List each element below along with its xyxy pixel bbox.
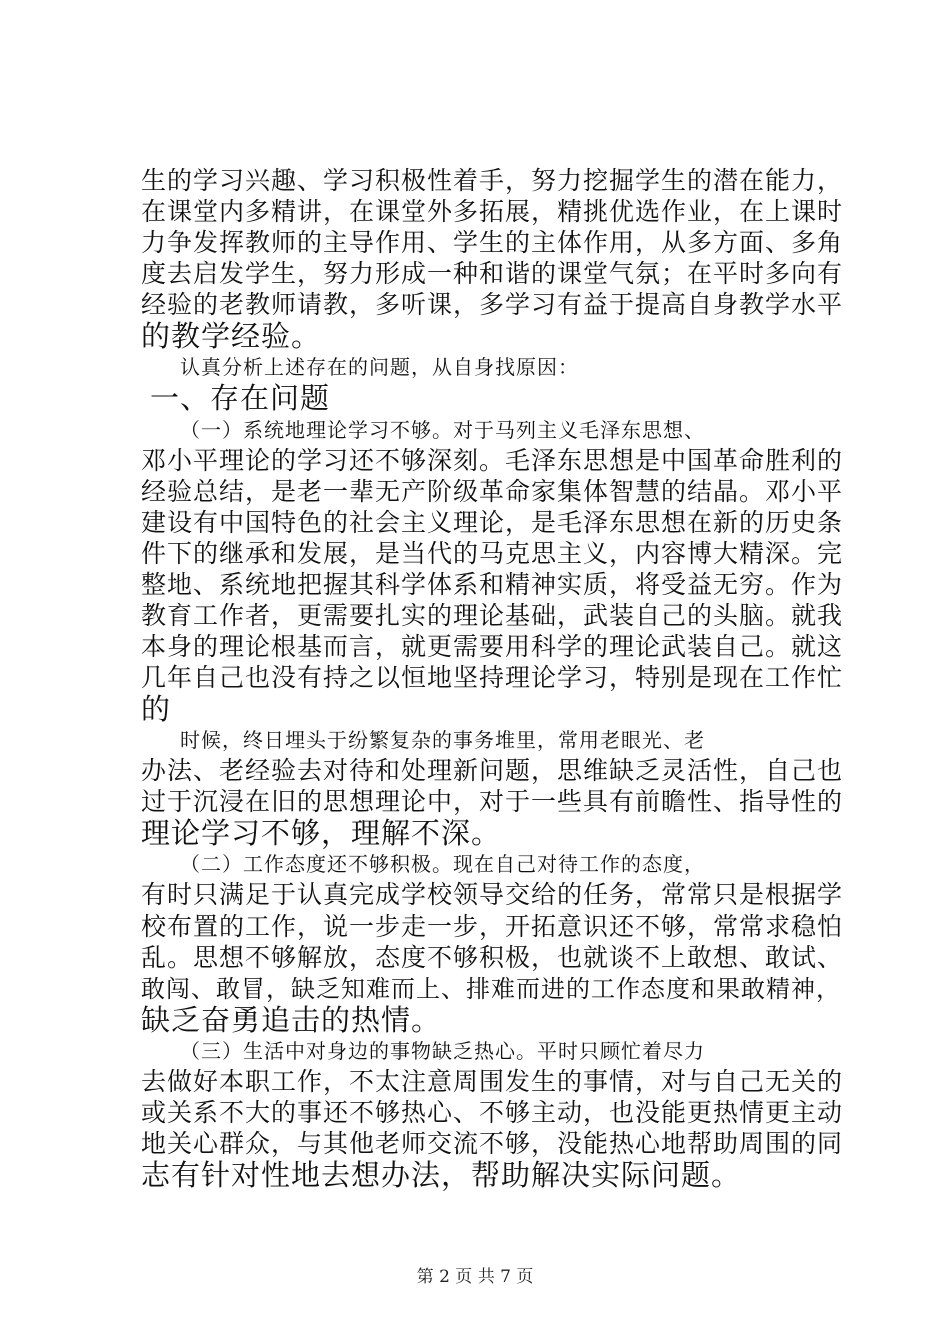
text-line: 建设有中国特色的社会主义理论，是毛泽东思想在新的历史条 [141, 508, 844, 537]
text-line: 经验的老教师请教，多听课，多学习有益于提高自身教学水平 [141, 290, 844, 319]
text-line: （一）系统地理论学习不够。对于马列主义毛泽东思想、 [180, 418, 705, 442]
text-line: 敢闯、敢冒，缺乏知难而上、排难而进的工作态度和果敢精神， [141, 975, 841, 1003]
text-line: 生的学习兴趣、学习积极性着手，努力挖掘学生的潜在能力， [141, 166, 844, 195]
text-line: 理论学习不够，理解不深。 [141, 816, 502, 850]
text-line: 过于沉浸在旧的思想理论中，对于一些具有前瞻性、指导性的 [141, 787, 844, 816]
text-line: 力争发挥教师的主导作用、学生的主体作用，从多方面、多角 [141, 228, 844, 257]
page-footer: 第 2 页 共 7 页 [416, 1267, 534, 1287]
text-line: 整地、系统地把握其科学体系和精神实质，将受益无穷。作为 [141, 570, 844, 599]
text-line: 校布置的工作，说一步走一步，开拓意识还不够，常常求稳怕 [141, 912, 844, 941]
text-line: 地关心群众，与其他老师交流不够，没能热心地帮助周围的同 [141, 1129, 844, 1158]
text-line: 志有针对性地去想办法，帮助解决实际问题。 [141, 1158, 742, 1192]
text-line: 本身的理论根基而言，就更需要用科学的理论武装自己。就这 [141, 632, 844, 661]
text-line: 乱。思想不够解放，态度不够积极，也就谈不上敢想、敢试、 [141, 943, 844, 972]
text-line: 经验总结，是老一辈无产阶级革命家集体智慧的结晶。邓小平 [141, 477, 844, 506]
text-line: （二）工作态度还不够积极。现在自己对待工作的态度， [180, 852, 705, 876]
text-line: 教育工作者，更需要扎实的理论基础，武装自己的头脑。就我 [141, 601, 844, 630]
text-line: 办法、老经验去对待和处理新问题，思维缺乏灵活性，自己也 [141, 756, 844, 785]
text-line: 时候，终日埋头于纷繁复杂的事务堆里，常用老眼光、老 [180, 728, 705, 752]
text-line: （三）生活中对身边的事物缺乏热心。平时只顾忙着尽力 [180, 1039, 705, 1063]
text-line: 几年自己也没有持之以恒地坚持理论学习，特别是现在工作忙 [141, 663, 844, 692]
text-line: 去做好本职工作，不太注意周围发生的事情，对与自己无关的 [141, 1067, 844, 1096]
text-line: 邓小平理论的学习还不够深刻。毛泽东思想是中国革命胜利的 [141, 446, 844, 475]
text-line: 认真分析上述存在的问题，从自身找原因： [180, 355, 579, 379]
text-line: 件下的继承和发展，是当代的马克思主义，内容博大精深。完 [141, 539, 844, 568]
text-line: 一、存在问题 [150, 381, 331, 415]
text-line: 的 [141, 692, 172, 726]
text-line: 有时只满足于认真完成学校领导交给的任务，常常只是根据学 [141, 880, 844, 909]
text-line: 度去启发学生，努力形成一种和谐的课堂气氛；在平时多向有 [141, 259, 844, 288]
text-line: 的教学经验。 [141, 319, 322, 353]
text-line: 在课堂内多精讲，在课堂外多拓展，精挑优选作业，在上课时 [141, 197, 844, 226]
text-line: 缺乏奋勇追击的热情。 [141, 1003, 442, 1037]
text-line: 或关系不大的事还不够热心、不够主动，也没能更热情更主动 [141, 1098, 844, 1127]
